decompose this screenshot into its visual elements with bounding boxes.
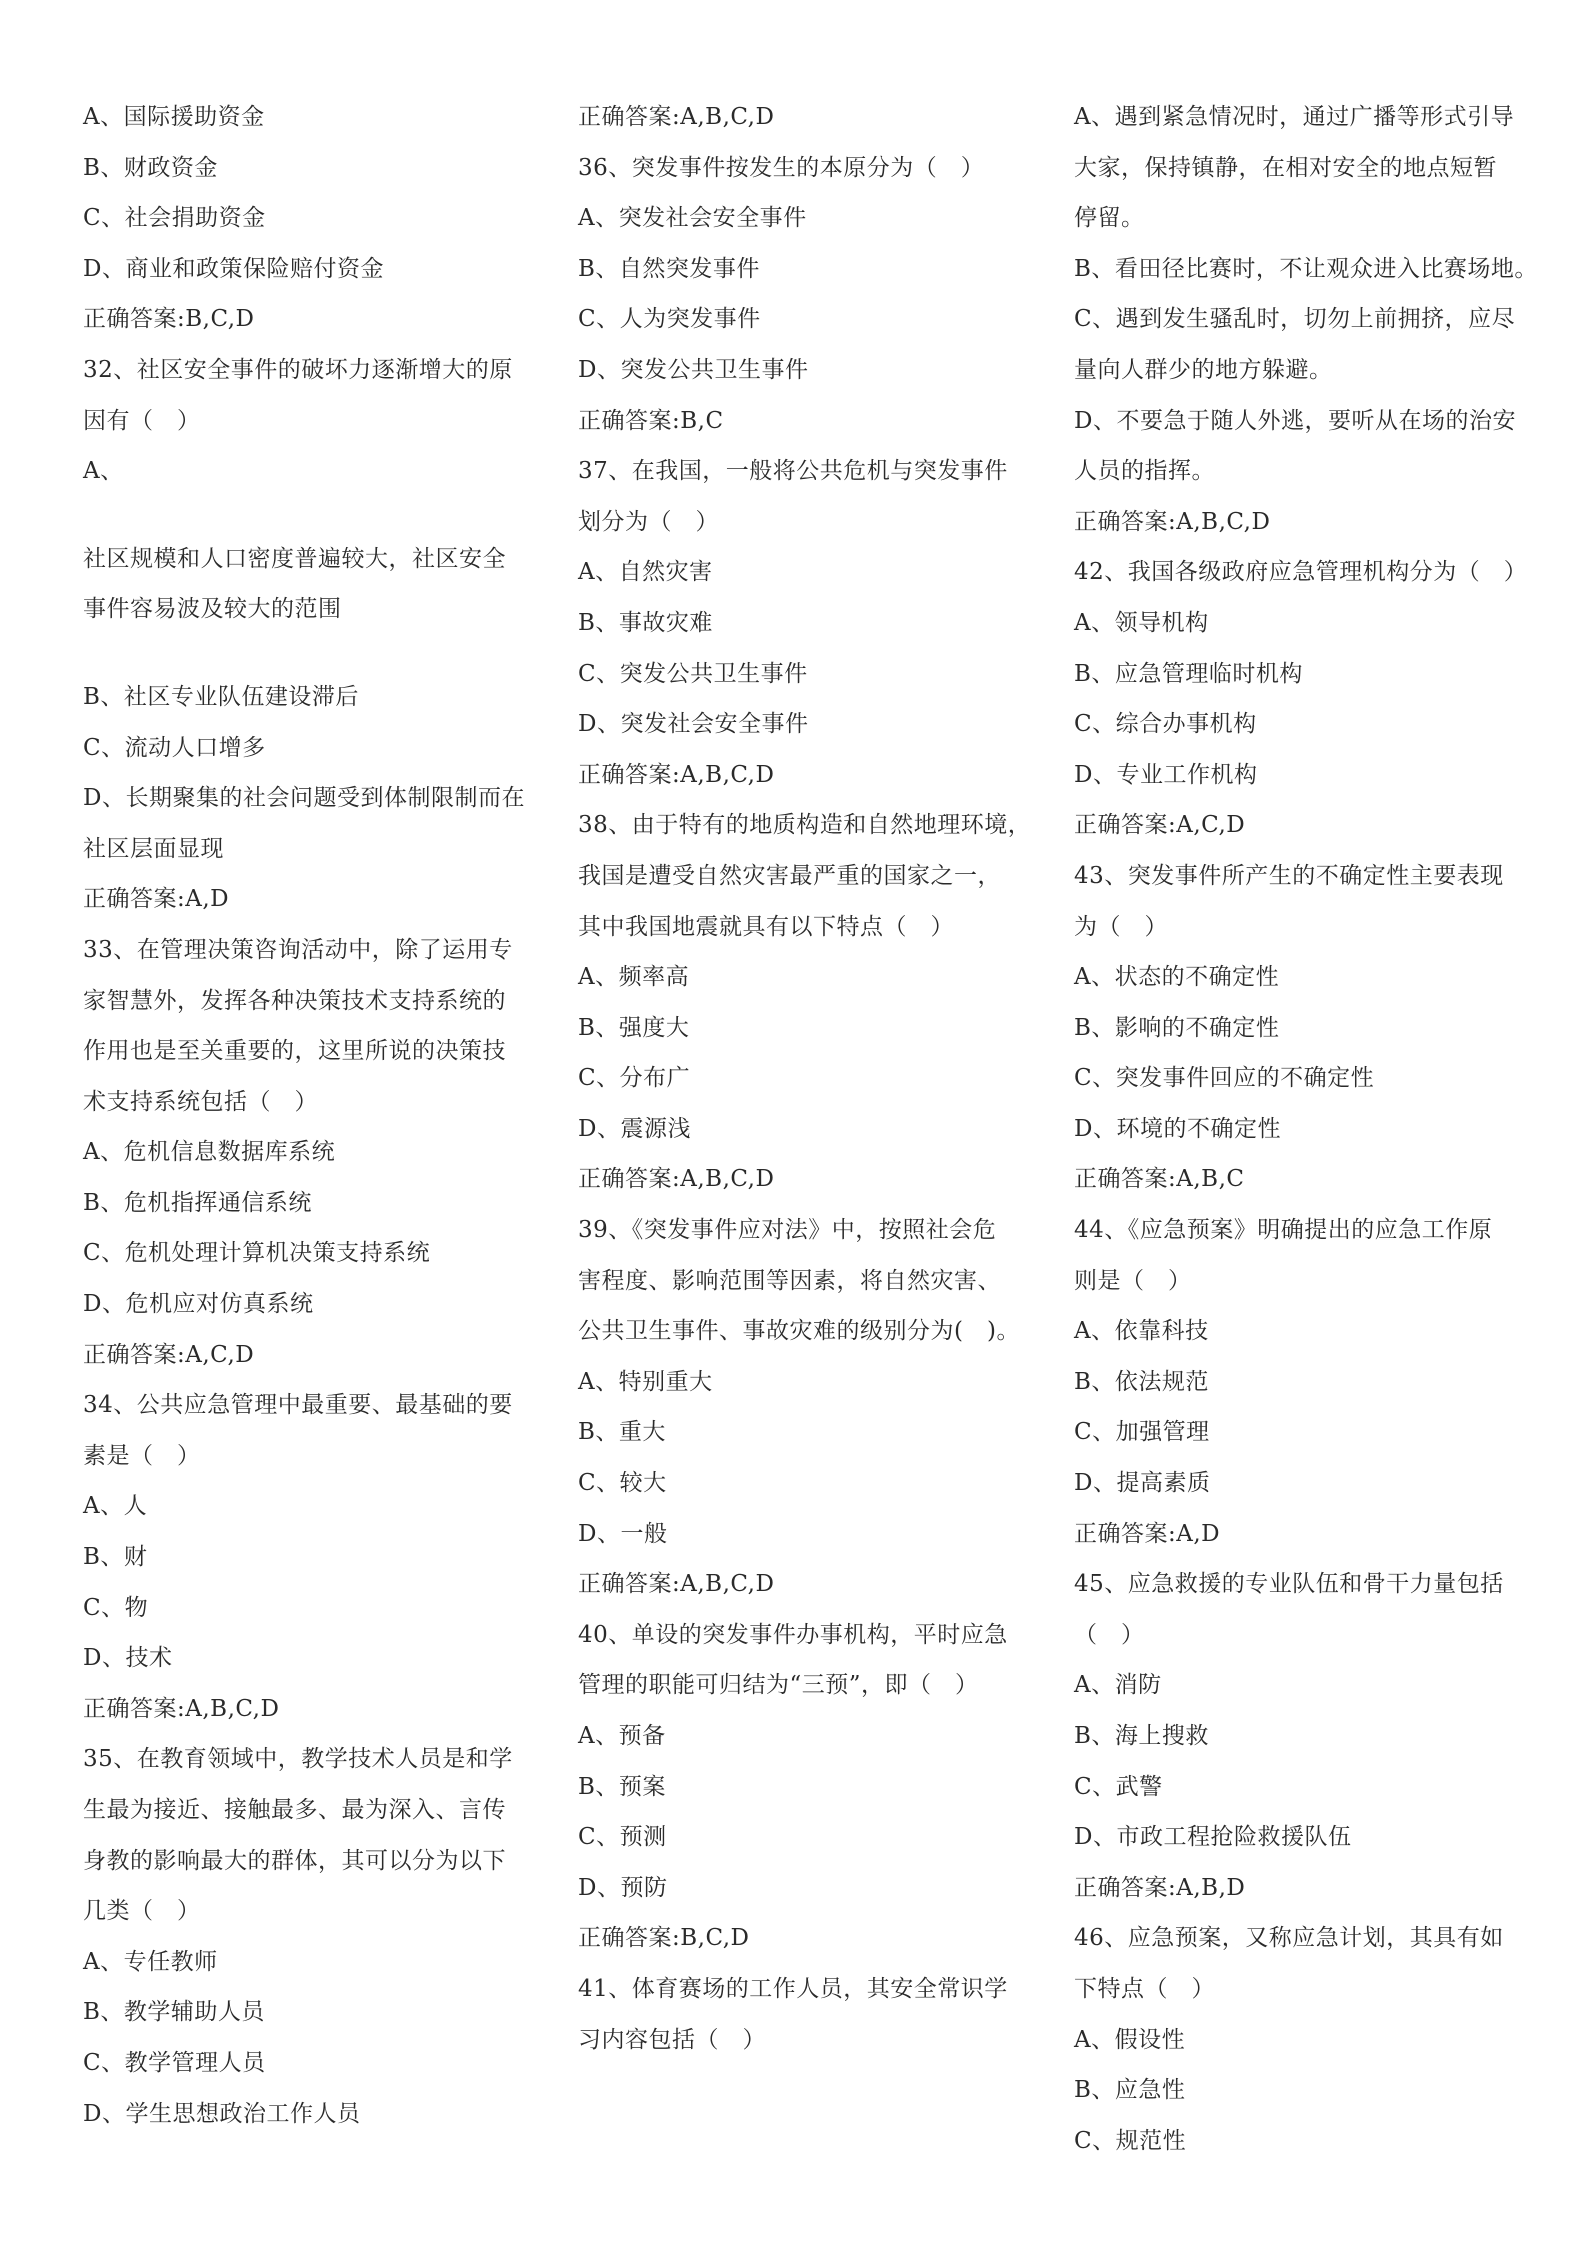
column-left — [83, 92, 523, 2139]
text-line: 生最为接近、接触最多、最为深入、言传 — [83, 1797, 506, 1823]
text-line: 39、《突发事件应对法》中，按照社会危 — [578, 1217, 997, 1244]
text-line: 正确答案:A,D — [1074, 1520, 1221, 1547]
text-line: D、技术 — [83, 1645, 173, 1672]
text-line: A、危机信息数据库系统 — [83, 1139, 336, 1166]
text-line: 32、社区安全事件的破坏力逐渐增大的原 — [83, 356, 513, 383]
text-line: 40、单设的突发事件办事机构，平时应急 — [578, 1621, 1008, 1648]
text-line: B、自然突发事件 — [578, 255, 760, 282]
text-line: 正确答案:A,B,C,D — [578, 104, 775, 130]
text-line: D、专业工作机构 — [1074, 761, 1258, 788]
text-line: 37、在我国，一般将公共危机与突发事件 — [578, 458, 1008, 485]
column-right — [1074, 92, 1538, 2166]
text-line: B、重大 — [578, 1419, 666, 1446]
text-line: 33、在管理决策咨询活动中，除了运用专 — [83, 936, 513, 963]
text-line: 35、在教育领域中，教学技术人员是和学 — [83, 1746, 513, 1773]
text-line: 正确答案:B,C — [578, 407, 724, 434]
text-line: 公共卫生事件、事故灾难的级别分为( )。 — [578, 1318, 1020, 1345]
text-line: C、遇到发生骚乱时，切勿上前拥挤，应尽 — [1074, 306, 1516, 333]
text-line: 42、我国各级政府应急管理机构分为（ ） — [1074, 559, 1528, 586]
text-line: D、提高素质 — [1074, 1470, 1211, 1497]
text-line: C、人为突发事件 — [578, 306, 761, 333]
text-line: B、财 — [83, 1544, 148, 1571]
text-line: 36、突发事件按发生的本原分为（ ） — [578, 154, 985, 181]
text-line: 术支持系统包括（ ） — [83, 1088, 318, 1115]
text-line: D、震源浅 — [578, 1115, 691, 1142]
text-line: A、自然灾害 — [578, 559, 713, 586]
text-line: 几类（ ） — [83, 1898, 201, 1925]
text-line: A、 — [83, 458, 124, 485]
text-line: D、不要急于随人外逃，要听从在场的治安 — [1074, 407, 1516, 434]
text-line: 事件容易波及较大的范围 — [83, 596, 342, 623]
text-line: 正确答案:A,B,C,D — [578, 761, 775, 788]
text-line: C、武警 — [1074, 1773, 1163, 1800]
text-line: C、规范性 — [1074, 2127, 1187, 2154]
text-line: D、环境的不确定性 — [1074, 1115, 1281, 1142]
text-line: 正确答案:B,C,D — [578, 1925, 750, 1952]
text-line: D、市政工程抢险救援队伍 — [1074, 1824, 1352, 1851]
text-line: A、人 — [83, 1493, 148, 1520]
text-line: 家智慧外，发挥各种决策技术支持系统的 — [83, 987, 506, 1014]
text-line: D、突发公共卫生事件 — [578, 356, 809, 383]
text-line: C、突发事件回应的不确定性 — [1074, 1065, 1375, 1092]
text-line: D、商业和政策保险赔付资金 — [83, 255, 384, 282]
text-line: A、依靠科技 — [1074, 1318, 1209, 1345]
text-line: B、强度大 — [578, 1014, 690, 1041]
text-line: 管理的职能可归结为“三预”，即（ ） — [578, 1672, 979, 1699]
text-line: 大家，保持镇静，在相对安全的地点短暂 — [1074, 154, 1497, 181]
text-line: 41、体育赛场的工作人员，其安全常识学 — [578, 1975, 1008, 2002]
text-line: 则是（ ） — [1074, 1267, 1192, 1294]
text-line: 我国是遭受自然灾害最严重的国家之一， — [578, 862, 1001, 889]
text-line: A、频率高 — [578, 964, 690, 991]
text-line: 正确答案:A,D — [83, 886, 230, 913]
text-line: B、财政资金 — [83, 154, 218, 181]
text-line: B、事故灾难 — [578, 609, 713, 636]
text-line: 正确答案:A,B,C,D — [578, 1571, 775, 1598]
text-line: 因有（ ） — [83, 407, 201, 434]
text-line: 43、突发事件所产生的不确定性主要表现 — [1074, 862, 1504, 889]
text-line: B、教学辅助人员 — [83, 1999, 265, 2026]
text-line: 素是（ ） — [83, 1442, 201, 1469]
text-line: B、影响的不确定性 — [1074, 1014, 1280, 1041]
text-line: 习内容包括（ ） — [578, 2026, 766, 2053]
text-line: 38、由于特有的地质构造和自然地理环境， — [578, 812, 1032, 839]
text-line: B、海上搜救 — [1074, 1723, 1209, 1749]
text-line: C、综合办事机构 — [1074, 711, 1257, 738]
text-line: 46、应急预案，又称应急计划，其具有如 — [1074, 1925, 1504, 1952]
line-gap — [83, 497, 523, 534]
text-line: C、突发公共卫生事件 — [578, 660, 808, 687]
text-line: B、社区专业队伍建设滞后 — [83, 683, 359, 710]
text-line: 身教的影响最大的群体，其可以分为以下 — [83, 1847, 506, 1874]
text-line: 社区层面显现 — [83, 835, 224, 862]
text-line: 正确答案:B,C,D — [83, 306, 255, 333]
text-line: 正确答案:A,B,C,D — [578, 1166, 775, 1193]
text-line: 量向人群少的地方躲避。 — [1074, 356, 1333, 383]
text-line: 停留。 — [1074, 205, 1145, 232]
text-line: C、社会捐助资金 — [83, 205, 266, 232]
text-line: D、预防 — [578, 1874, 668, 1901]
text-line: B、预案 — [578, 1773, 666, 1800]
text-line: D、长期聚集的社会问题受到体制限制而在 — [83, 785, 525, 812]
text-line: A、消防 — [1074, 1672, 1162, 1699]
text-line: B、依法规范 — [1074, 1368, 1209, 1395]
text-line: B、危机指挥通信系统 — [83, 1189, 312, 1216]
text-line: 社区规模和人口密度普遍较大，社区安全 — [83, 545, 506, 572]
text-line: B、应急性 — [1074, 2077, 1186, 2104]
text-line: 44、《应急预案》明确提出的应急工作原 — [1074, 1217, 1493, 1244]
text-line: 其中我国地震就具有以下特点（ ） — [578, 913, 954, 940]
text-line: B、看田径比赛时，不让观众进入比赛场地。 — [1074, 255, 1538, 282]
text-line: D、突发社会安全事件 — [578, 711, 809, 738]
text-line: 45、应急救援的专业队伍和骨干力量包括 — [1074, 1571, 1504, 1598]
text-line: C、加强管理 — [1074, 1419, 1210, 1446]
text-line: A、国际援助资金 — [83, 104, 265, 130]
text-line: D、一般 — [578, 1520, 668, 1547]
text-line: 34、公共应急管理中最重要、最基础的要 — [83, 1392, 513, 1419]
text-line: A、预备 — [578, 1723, 666, 1749]
text-line: D、学生思想政治工作人员 — [83, 2100, 361, 2127]
text-line: 作用也是至关重要的，这里所说的决策技 — [83, 1038, 506, 1065]
text-line: 正确答案:A,C,D — [83, 1341, 255, 1368]
text-line: 正确答案:A,B,C,D — [1074, 508, 1271, 535]
text-line: 正确答案:A,B,C — [1074, 1166, 1245, 1193]
text-line: A、突发社会安全事件 — [578, 205, 807, 232]
text-line: 划分为（ ） — [578, 508, 719, 535]
column-middle — [578, 92, 1032, 2065]
text-line: 下特点（ ） — [1074, 1975, 1215, 2002]
text-line: 正确答案:A,C,D — [1074, 812, 1246, 839]
text-line: A、假设性 — [1074, 2026, 1186, 2053]
text-line: A、专任教师 — [83, 1948, 218, 1975]
text-line: 人员的指挥。 — [1074, 458, 1215, 485]
text-line: 正确答案:A,B,C,D — [83, 1695, 280, 1722]
text-line: 为（ ） — [1074, 913, 1168, 940]
text-line: A、状态的不确定性 — [1074, 964, 1280, 991]
text-line: C、教学管理人员 — [83, 2049, 266, 2076]
text-line: A、遇到紧急情况时，通过广播等形式引导 — [1074, 104, 1515, 130]
text-line: B、应急管理临时机构 — [1074, 660, 1303, 687]
text-line: C、物 — [83, 1594, 149, 1621]
text-line: C、流动人口增多 — [83, 734, 266, 761]
text-line: D、危机应对仿真系统 — [83, 1291, 314, 1318]
text-line: （ ） — [1074, 1621, 1145, 1648]
line-gap — [83, 635, 523, 672]
text-line: A、特别重大 — [578, 1368, 713, 1395]
text-line: C、预测 — [578, 1824, 667, 1851]
text-line: 害程度、影响范围等因素，将自然灾害、 — [578, 1267, 1001, 1294]
text-line: A、领导机构 — [1074, 609, 1209, 636]
text-line: C、较大 — [578, 1470, 667, 1497]
text-line: C、危机处理计算机决策支持系统 — [83, 1240, 431, 1267]
text-line: 正确答案:A,B,D — [1074, 1874, 1246, 1901]
text-line: C、分布广 — [578, 1065, 691, 1092]
